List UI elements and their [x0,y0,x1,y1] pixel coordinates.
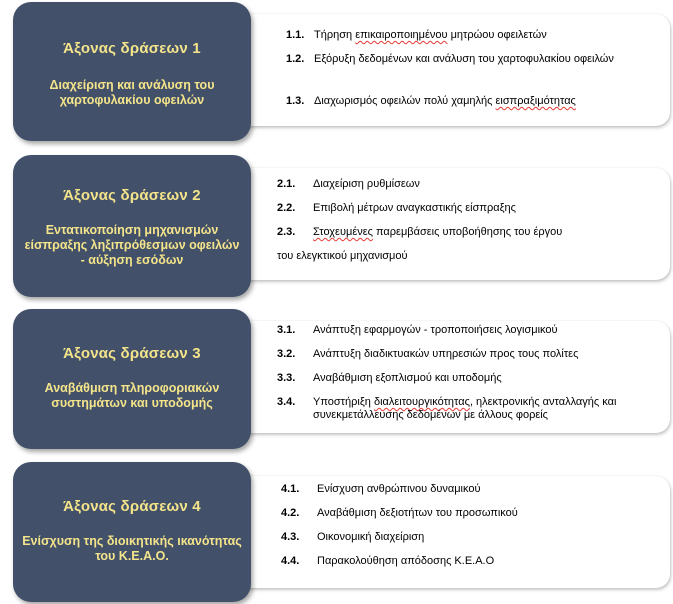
axis-3-title: Άξονας δράσεων 3 [63,345,201,362]
item-number: 3.4. [277,396,296,408]
axis-3-subtitle: Αναβάθμιση πληροφοριακών συστημάτων και υποδομής [44,381,220,410]
axis-4-subtitle: Ενίσχυση της διοικητικής ικανότητας του Κ.Ε.Α.Ο. [22,534,242,563]
item-number: 1.2. [286,53,305,65]
item-number: 4.4. [281,555,300,567]
axis-4-title: Άξονας δράσεων 4 [63,498,201,515]
axis-1-subtitle: Διαχείριση και ανάλυση του χαρτοφυλακίου οφειλών [49,78,215,107]
axis-1-box [13,2,251,141]
item-number: 2.2. [277,202,296,214]
item-number: 3.1. [277,324,296,336]
item-number: 4.2. [281,507,300,519]
axis-2-box [13,155,251,297]
item-number: 2.3. [277,226,296,238]
item-number: 3.2. [277,348,296,360]
axis-2-title: Άξονας δράσεων 2 [63,187,201,204]
axis-2-subtitle: Εντατικοποίηση μηχανισμών είσπραξης ληξιπρόθεσμων οφειλών - αύξηση εσόδων [24,223,240,267]
axis-3-box [13,309,251,449]
item-number: 1.1. [286,29,305,41]
item-number: 2.1. [277,178,296,190]
axis-4-box [13,462,251,602]
axis-2-panel [240,168,670,280]
item-2-3-continuation: του ελεγκτικού μηχανισμού [277,250,408,262]
item-number: 4.3. [281,531,300,543]
item-number: 4.1. [281,483,300,495]
axis-1-title: Άξονας δράσεων 1 [63,40,201,57]
item-number: 1.3. [286,95,305,107]
item-number: 3.3. [277,372,296,384]
